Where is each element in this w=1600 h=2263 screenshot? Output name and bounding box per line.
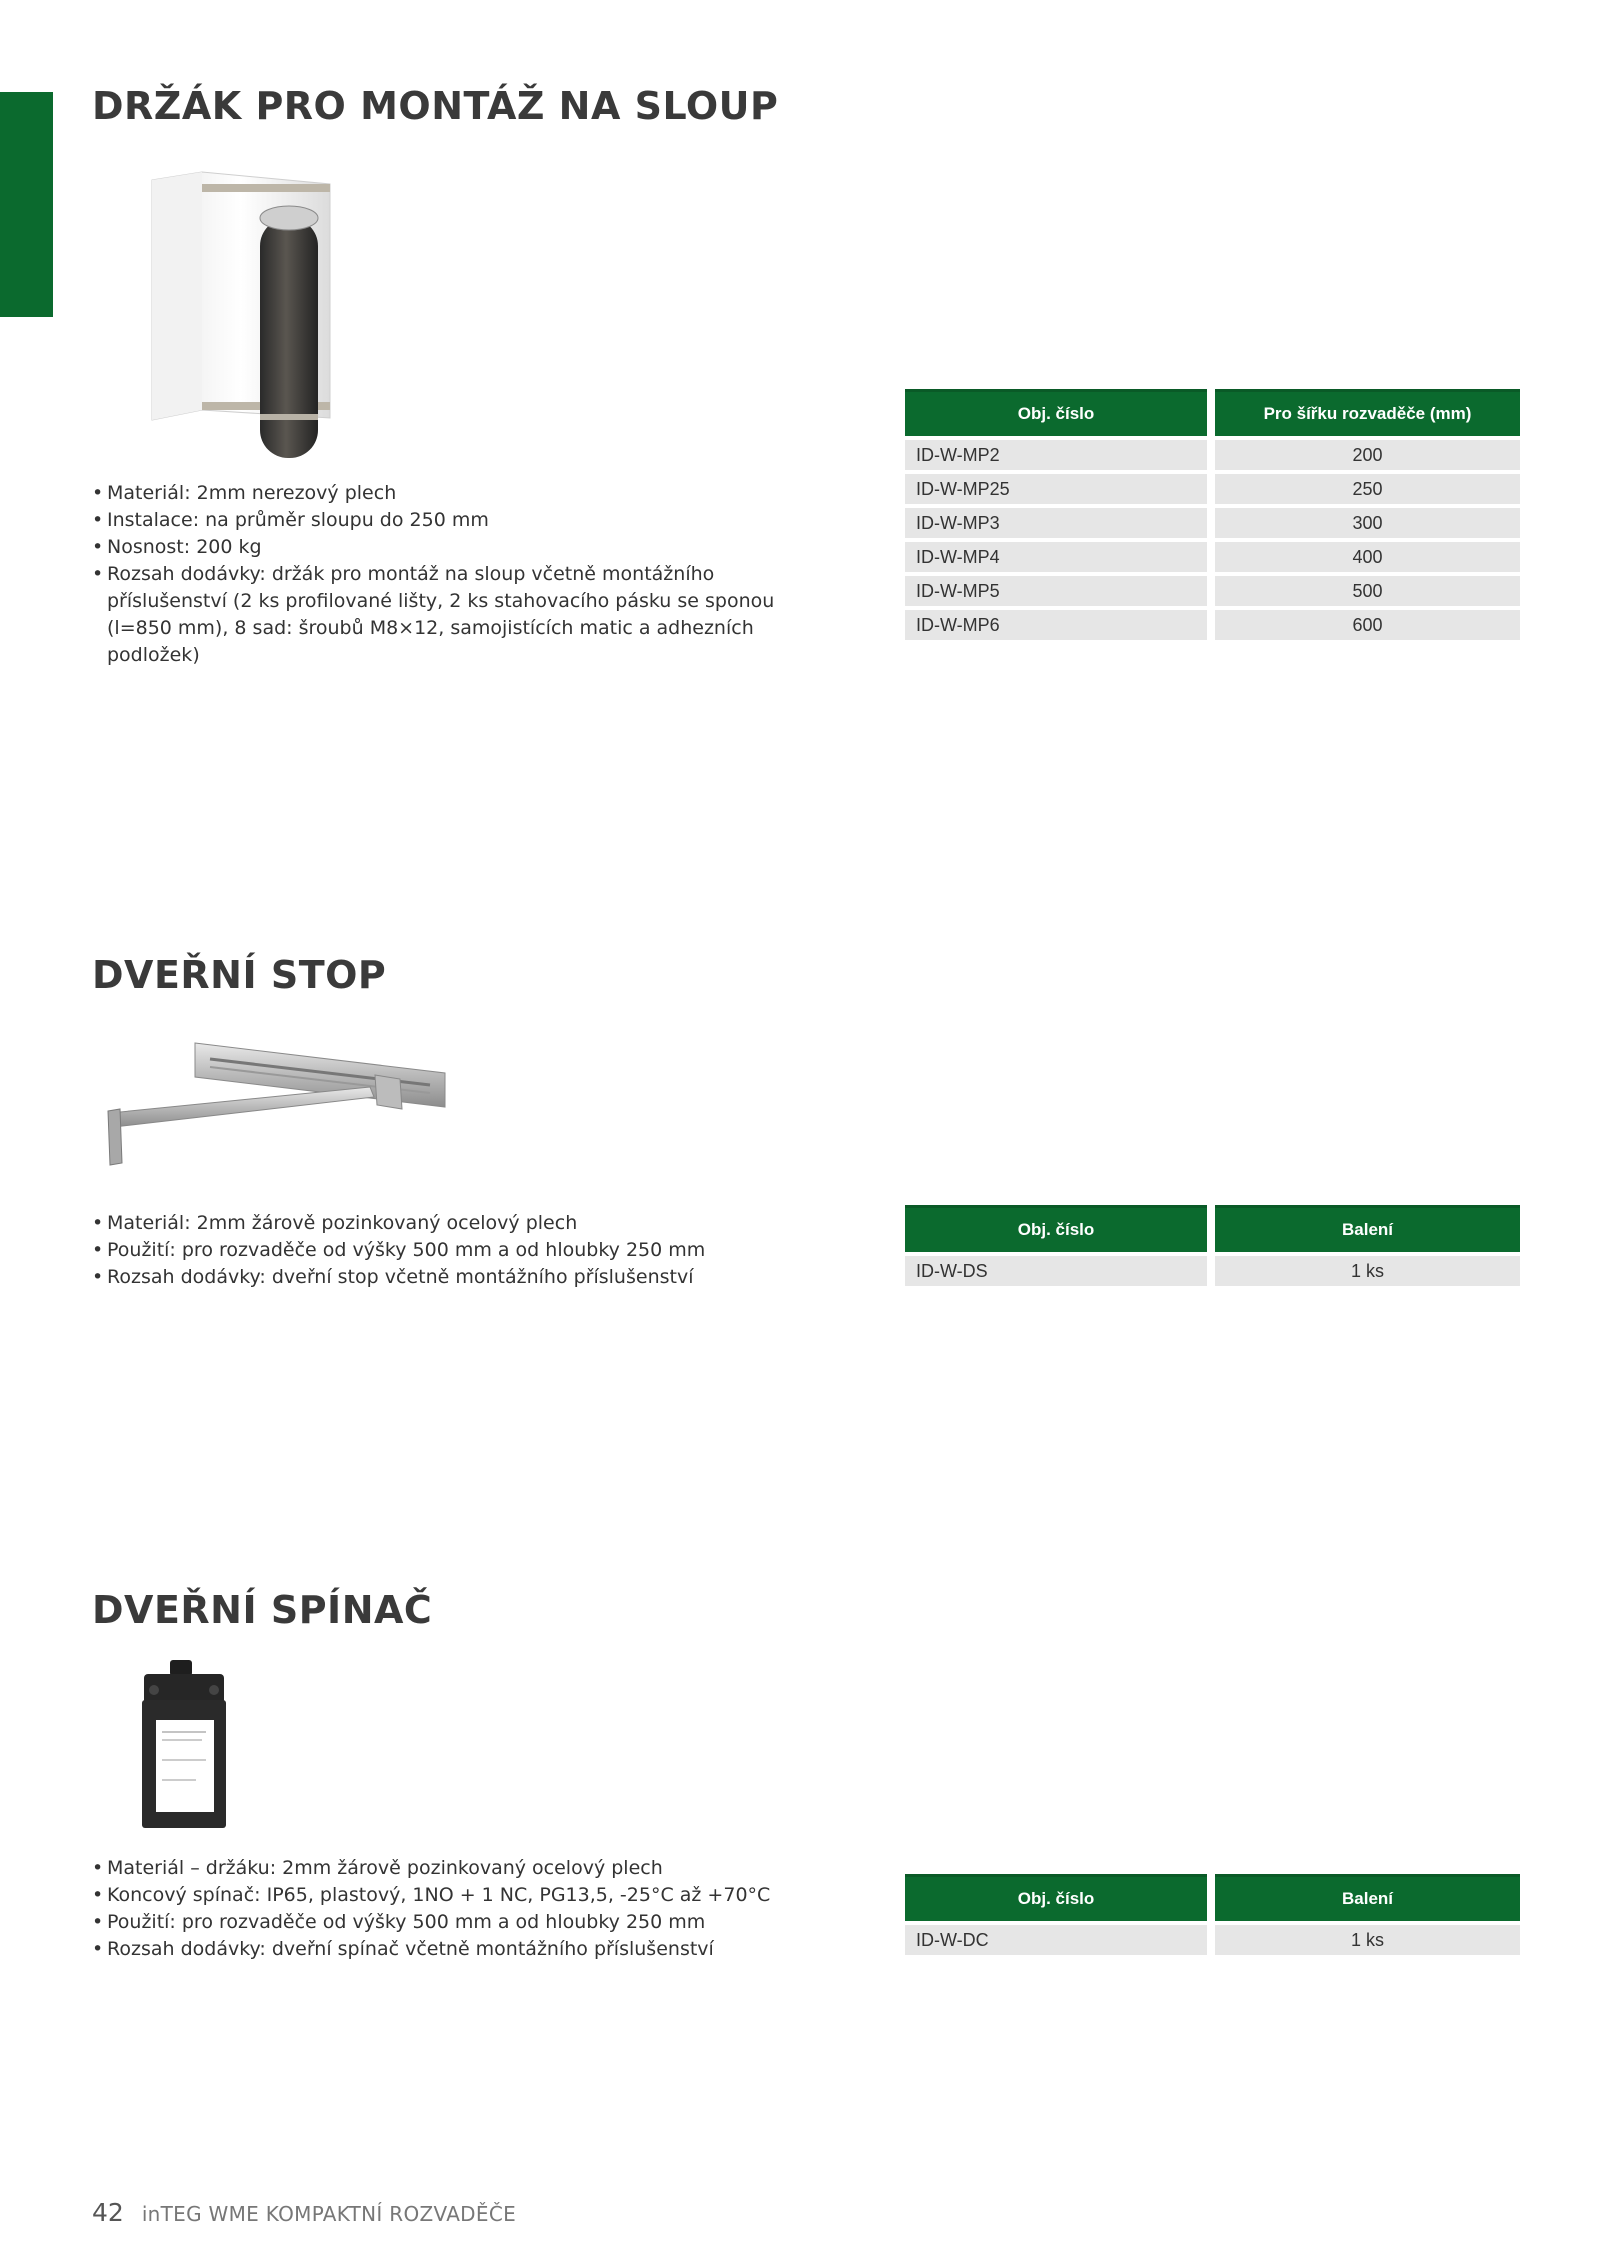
list-item: • Rozsah dodávky: držák pro montáž na sloup včetně montážního příslušenství (2 ks profilované lišty, 2 ks stahovacího pásku se sponou (l=850 mm), 8 sad: šroubů M8×12, samojistících matic a adhezních podložek) <box>92 561 812 669</box>
list-item: • Materiál – držáku: 2mm žárově pozinkovaný ocelový plech <box>92 1855 812 1882</box>
page-footer <box>92 2198 516 2227</box>
table-row: ID-W-DC 1 ks <box>905 1925 1520 1955</box>
column-header-packaging: Balení <box>1215 1205 1520 1252</box>
column-header-packaging: Balení <box>1215 1874 1520 1921</box>
list-item: • Použití: pro rozvaděče od výšky 500 mm a od hloubky 250 mm <box>92 1237 812 1264</box>
door-switch-spec-list <box>92 1855 812 1963</box>
list-item: • Použití: pro rozvaděče od výšky 500 mm a od hloubky 250 mm <box>92 1909 812 1936</box>
list-item: • Rozsah dodávky: dveřní stop včetně montážního příslušenství <box>92 1264 812 1291</box>
table-row: ID-W-MP4 400 <box>905 542 1520 572</box>
table-row: ID-W-MP5 500 <box>905 576 1520 606</box>
table-row: ID-W-MP3 300 <box>905 508 1520 538</box>
column-header-cabinet-width: Pro šířku rozvaděče (mm) <box>1215 389 1520 436</box>
list-item: • Materiál: 2mm nerezový plech <box>92 480 812 507</box>
pole-mount-spec-list <box>92 480 812 669</box>
section-title-door-stop: DVEŘNÍ STOP <box>92 953 387 997</box>
door-switch-image <box>136 1660 236 1835</box>
column-header-order-number: Obj. číslo <box>905 389 1207 436</box>
table-row: ID-W-MP2 200 <box>905 440 1520 470</box>
document-title: inTEG WME KOMPAKTNÍ ROZVADĚČE <box>141 2202 517 2226</box>
table-row: ID-W-MP25 250 <box>905 474 1520 504</box>
door-stop-spec-list <box>92 1210 812 1291</box>
table-row: ID-W-MP6 600 <box>905 610 1520 640</box>
list-item: • Koncový spínač: IP65, plastový, 1NO + 1 NC, PG13,5, -25°C až +70°C <box>92 1882 812 1909</box>
column-header-order-number: Obj. číslo <box>905 1874 1207 1921</box>
accent-bar <box>0 92 53 317</box>
pole-mount-order-table <box>897 385 1528 644</box>
section-title-door-switch: DVEŘNÍ SPÍNAČ <box>92 1588 433 1632</box>
list-item: • Instalace: na průměr sloupu do 250 mm <box>92 507 812 534</box>
page-number: 42 <box>92 2198 124 2227</box>
door-stop-order-table <box>897 1201 1528 1290</box>
section-title-pole-mount: DRŽÁK PRO MONTÁŽ NA SLOUP <box>92 84 779 128</box>
door-switch-order-table <box>897 1870 1528 1959</box>
list-item: • Nosnost: 200 kg <box>92 534 812 561</box>
column-header-order-number: Obj. číslo <box>905 1205 1207 1252</box>
list-item: • Rozsah dodávky: dveřní spínač včetně montážního příslušenství <box>92 1936 812 1963</box>
pole-mount-bracket-image <box>140 170 350 470</box>
door-stop-image <box>100 1035 450 1175</box>
list-item: • Materiál: 2mm žárově pozinkovaný ocelový plech <box>92 1210 812 1237</box>
table-row: ID-W-DS 1 ks <box>905 1256 1520 1286</box>
